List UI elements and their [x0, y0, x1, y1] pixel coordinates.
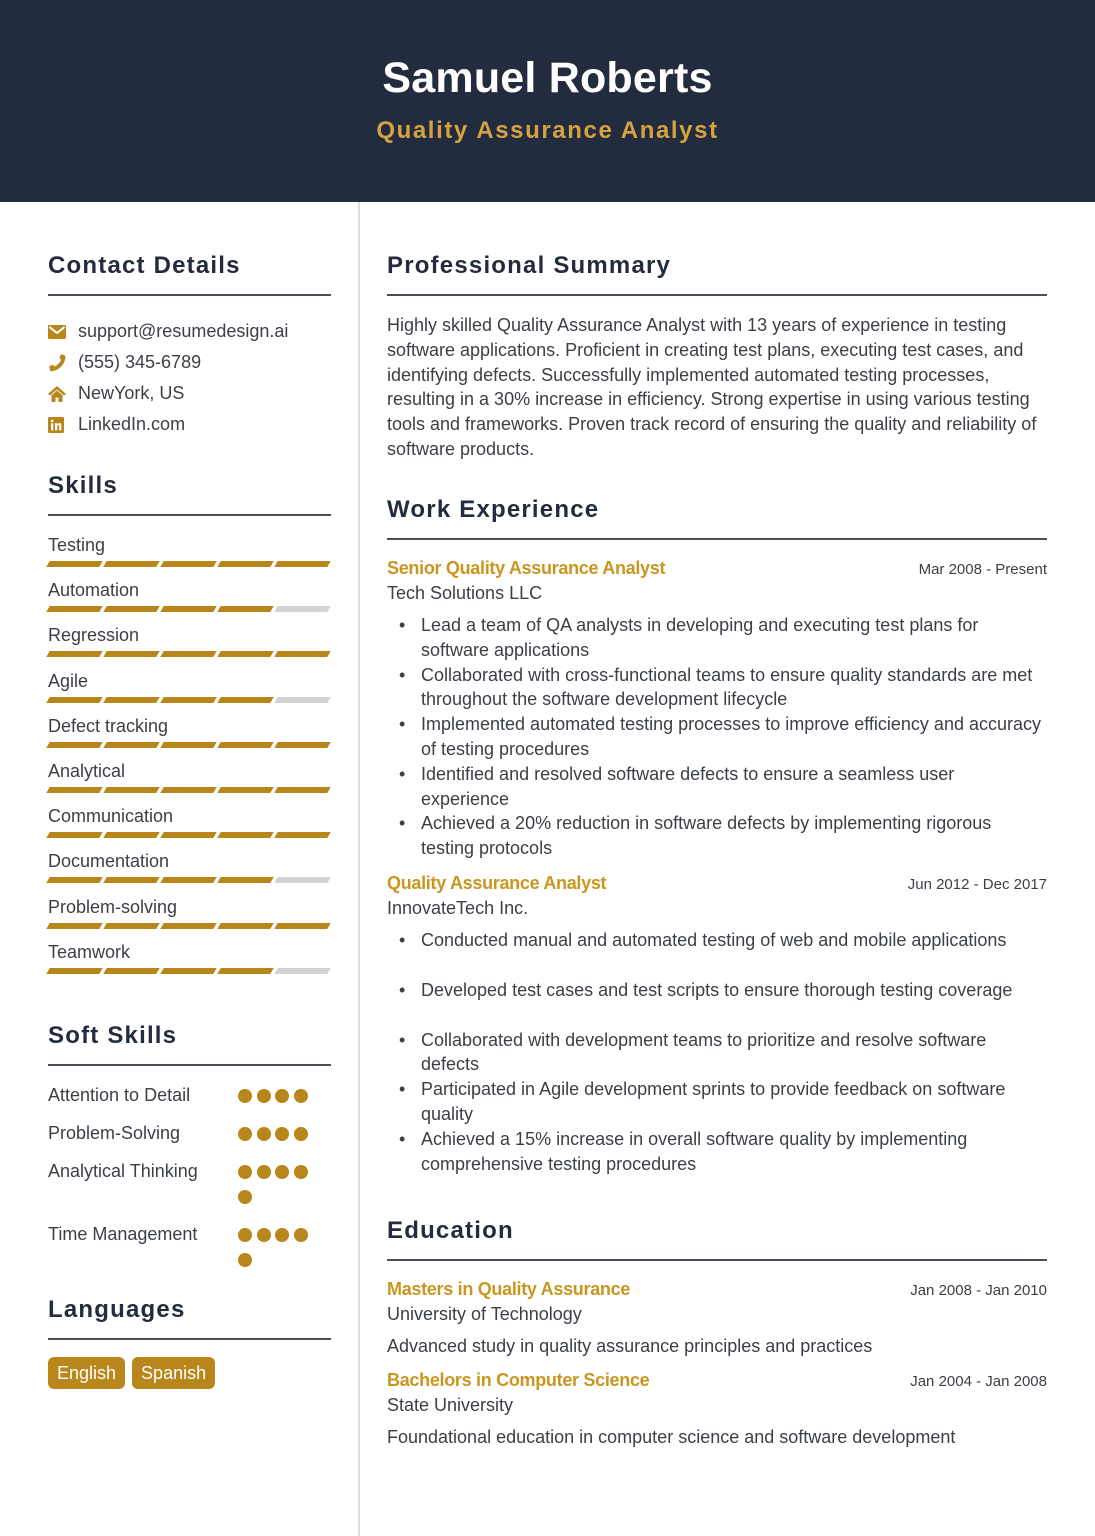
skill-bar-empty: [274, 877, 330, 883]
skill-item: [48, 579, 331, 624]
skill-bar-filled: [160, 742, 216, 748]
section-divider: [387, 294, 1047, 296]
degree-dates: Jan 2008 - Jan 2010: [910, 1282, 1047, 1299]
skill-bar-filled: [46, 923, 102, 929]
education-entry: [387, 1279, 1047, 1358]
job-entry: [387, 558, 1047, 861]
language-badge: English: [48, 1357, 125, 1389]
skill-label: Communication: [48, 806, 174, 827]
envelope-icon: [48, 325, 78, 339]
skill-bar-filled: [160, 561, 216, 567]
rating-dot: [257, 1127, 271, 1141]
section-divider: [48, 294, 331, 296]
job-dates: Jun 2012 - Dec 2017: [907, 875, 1047, 893]
soft-skill-label: Attention to Detail: [48, 1085, 191, 1105]
skill-label: Documentation: [48, 851, 170, 872]
school-name: University of Technology: [387, 1304, 582, 1324]
skill-label: Automation: [48, 580, 140, 601]
soft-skill-label: Problem-Solving: [48, 1123, 181, 1143]
skill-bar-filled: [217, 877, 273, 883]
skill-level-meter: [48, 561, 331, 567]
rating-dot: [275, 1165, 289, 1179]
job-role: Senior Quality Assurance Analyst: [387, 558, 666, 578]
skill-bar-filled: [103, 561, 159, 567]
job-bullet: • Implemented automated testing processes to improve efficiency and accuracy of testing procedures: [387, 712, 1047, 762]
soft-skills-heading: Soft Skills: [48, 1022, 178, 1049]
skill-item: [48, 624, 331, 669]
skill-item: [48, 941, 331, 986]
degree-name: Bachelors in Computer Science: [387, 1370, 650, 1390]
rating-dot: [238, 1127, 252, 1141]
skill-bar-filled: [103, 742, 159, 748]
skill-bar-filled: [160, 787, 216, 793]
phone-icon: [48, 354, 78, 372]
skills-list: [48, 534, 331, 986]
skill-bar-filled: [217, 651, 273, 657]
section-divider: [387, 538, 1047, 540]
skill-bar-filled: [46, 697, 102, 703]
skill-level-meter: [48, 832, 331, 838]
skill-bar-filled: [46, 561, 102, 567]
degree-description: Advanced study in quality assurance principles and practices: [387, 1336, 873, 1356]
skill-bar-filled: [46, 832, 102, 838]
rating-dot: [275, 1228, 289, 1242]
skill-item: [48, 896, 331, 941]
rating-dot: [257, 1089, 271, 1103]
job-company: InnovateTech Inc.: [387, 897, 529, 918]
education-heading: Education: [387, 1217, 514, 1244]
rating-dot: [257, 1165, 271, 1179]
skill-bar-filled: [46, 742, 102, 748]
skill-label: Regression: [48, 625, 140, 646]
rating-dot: [275, 1089, 289, 1103]
skill-bar-filled: [217, 561, 273, 567]
rating-dot: [294, 1127, 308, 1141]
job-dates: Mar 2008 - Present: [918, 561, 1047, 578]
job-bullets: [387, 928, 1047, 1176]
skill-bar-filled: [217, 697, 273, 703]
skill-bar-filled: [160, 697, 216, 703]
job-bullet: • Conducted manual and automated testing of web and mobile applications: [387, 928, 1047, 953]
skill-bar-filled: [103, 651, 159, 657]
skill-item: [48, 805, 331, 850]
summary-text: Highly skilled Quality Assurance Analyst with 13 years of experience in testing software applications. Proficient in creating test plans, executing test cases, and identifying defects. Successfully implemented automated testing processes, resulting in a 30% increase in efficiency. Strong expertise in using various testing tools and frameworks. Proven track record of ensuring the quality and reliability of software products.: [387, 315, 1037, 459]
job-bullet: • Developed test cases and test scripts to ensure thorough testing coverage: [387, 978, 1047, 1003]
skills-heading: Skills: [48, 472, 118, 499]
skill-bar-filled: [103, 968, 159, 974]
skill-bar-filled: [160, 877, 216, 883]
skill-bar-filled: [103, 697, 159, 703]
soft-skill-item: [48, 1083, 331, 1114]
skill-bar-filled: [274, 832, 330, 838]
skill-label: Problem-solving: [48, 896, 178, 917]
job-bullet: • Participated in Agile development sprints to provide feedback on software quality: [387, 1077, 1047, 1127]
contact-location-text: NewYork, US: [78, 383, 185, 403]
skill-bar-filled: [217, 923, 273, 929]
skills-section: [48, 472, 331, 986]
skill-item: [48, 670, 331, 715]
summary-heading: Professional Summary: [387, 252, 672, 279]
rating-dot: [238, 1190, 252, 1204]
contact-email-text: support@resumedesign.ai: [78, 321, 289, 341]
soft-skill-rating: [238, 1121, 318, 1152]
job-bullet: • Achieved a 15% increase in overall software quality by implementing comprehensive testing procedures: [387, 1127, 1047, 1177]
skill-bar-filled: [103, 923, 159, 929]
section-divider: [387, 1259, 1047, 1261]
skill-bar-filled: [160, 651, 216, 657]
skill-bar-filled: [160, 968, 216, 974]
work-experience-section: [387, 496, 1047, 1176]
skill-label: Agile: [48, 670, 89, 691]
education-entry: [387, 1370, 1047, 1449]
skill-bar-empty: [274, 968, 330, 974]
job-bullet: • Collaborated with development teams to prioritize and resolve software defects: [387, 1028, 1047, 1078]
skill-label: Teamwork: [48, 941, 131, 962]
summary-section: [387, 252, 1047, 462]
skill-bar-filled: [160, 832, 216, 838]
rating-dot: [294, 1228, 308, 1242]
section-divider: [48, 1064, 331, 1066]
job-bullet: • Lead a team of QA analysts in developing and executing test plans for software applications: [387, 613, 1047, 663]
skill-bar-filled: [217, 787, 273, 793]
skill-level-meter: [48, 697, 331, 703]
skill-bar-filled: [274, 561, 330, 567]
job-role: Quality Assurance Analyst: [387, 872, 607, 893]
skill-level-meter: [48, 651, 331, 657]
soft-skills-section: [48, 1022, 331, 1285]
rating-dot: [257, 1228, 271, 1242]
skill-level-meter: [48, 606, 331, 612]
job-entry: [387, 873, 1047, 1176]
soft-skill-item: [48, 1222, 331, 1278]
languages-heading: Languages: [48, 1296, 186, 1323]
skill-bar-filled: [217, 606, 273, 612]
language-badge: Spanish: [132, 1357, 215, 1389]
degree-name: Masters in Quality Assurance: [387, 1279, 631, 1299]
skill-bar-empty: [274, 606, 330, 612]
skill-level-meter: [48, 877, 331, 883]
contact-email[interactable]: [48, 316, 331, 347]
soft-skill-rating: [238, 1222, 318, 1278]
skill-bar-filled: [160, 606, 216, 612]
contact-section: [48, 252, 331, 440]
contact-location: [48, 378, 331, 409]
skill-bar-filled: [274, 742, 330, 748]
job-bullet: • Collaborated with cross-functional teams to ensure quality standards are met throughout the software development lifecycle: [387, 663, 1047, 713]
school-name: State University: [387, 1395, 514, 1415]
skill-bar-filled: [217, 968, 273, 974]
linkedin-icon: [48, 417, 78, 433]
skill-level-meter: [48, 742, 331, 748]
languages-section: [48, 1296, 331, 1389]
skill-bar-filled: [103, 787, 159, 793]
rating-dot: [238, 1228, 252, 1242]
skill-bar-filled: [274, 651, 330, 657]
soft-skill-label: Time Management: [48, 1224, 198, 1244]
rating-dot: [294, 1165, 308, 1179]
skill-bar-filled: [103, 832, 159, 838]
soft-skill-label: Analytical Thinking: [48, 1161, 198, 1181]
skill-label: Testing: [48, 535, 106, 555]
skill-item: [48, 850, 331, 895]
rating-dot: [238, 1253, 252, 1267]
skill-bar-filled: [46, 787, 102, 793]
work-heading: Work Experience: [387, 496, 600, 523]
candidate-name: Samuel Roberts: [382, 54, 713, 102]
candidate-title: Quality Assurance Analyst: [376, 117, 719, 144]
skill-label: Defect tracking: [48, 715, 169, 736]
languages-list: [48, 1357, 331, 1389]
education-section: [387, 1217, 1047, 1449]
skill-level-meter: [48, 923, 331, 929]
soft-skill-rating: [238, 1083, 318, 1114]
contact-linkedin-text: LinkedIn.com: [78, 414, 186, 434]
contact-phone[interactable]: [48, 347, 331, 378]
soft-skill-item: [48, 1121, 331, 1152]
skill-level-meter: [48, 968, 331, 974]
contact-phone-text: (555) 345-6789: [78, 352, 202, 372]
skill-bar-empty: [274, 697, 330, 703]
skill-bar-filled: [46, 651, 102, 657]
skill-label: Analytical: [48, 760, 126, 781]
job-bullets: [387, 613, 1047, 861]
skill-bar-filled: [46, 968, 102, 974]
skill-bar-filled: [103, 606, 159, 612]
skill-item: [48, 715, 331, 760]
column-divider: [358, 202, 360, 1536]
section-divider: [48, 1338, 331, 1340]
skill-item: [48, 760, 331, 805]
skill-item: [48, 534, 331, 579]
skill-bar-filled: [217, 742, 273, 748]
contact-linkedin[interactable]: [48, 409, 331, 440]
degree-dates: Jan 2004 - Jan 2008: [910, 1373, 1047, 1390]
degree-description: Foundational education in computer science and software development: [387, 1427, 956, 1447]
skill-bar-filled: [274, 923, 330, 929]
soft-skills-list: [48, 1083, 331, 1278]
skill-bar-filled: [103, 877, 159, 883]
rating-dot: [275, 1127, 289, 1141]
resume-header: [0, 0, 1095, 202]
skill-bar-filled: [217, 832, 273, 838]
rating-dot: [238, 1165, 252, 1179]
rating-dot: [238, 1089, 252, 1103]
skill-bar-filled: [46, 606, 102, 612]
skill-bar-filled: [274, 787, 330, 793]
skill-bar-filled: [160, 923, 216, 929]
job-bullet: • Achieved a 20% reduction in software defects by implementing rigorous testing protocols: [387, 811, 1047, 861]
section-divider: [48, 514, 331, 516]
home-icon: [48, 386, 78, 402]
rating-dot: [294, 1089, 308, 1103]
skill-level-meter: [48, 787, 331, 793]
contact-heading: Contact Details: [48, 252, 241, 279]
soft-skill-rating: [238, 1159, 318, 1215]
skill-bar-filled: [46, 877, 102, 883]
job-company: Tech Solutions LLC: [387, 583, 543, 603]
soft-skill-item: [48, 1159, 331, 1215]
job-bullet: • Identified and resolved software defects to ensure a seamless user experience: [387, 762, 1047, 812]
